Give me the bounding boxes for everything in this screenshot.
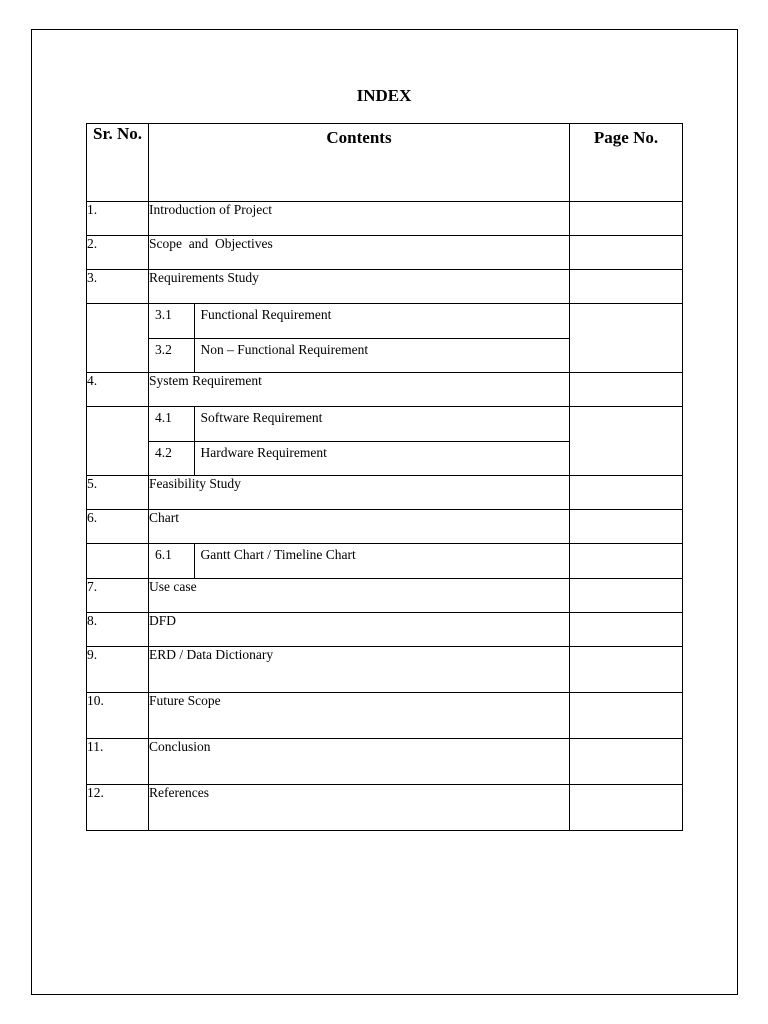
content-title: Use case: [149, 579, 570, 613]
sr-number: 3.: [87, 270, 149, 304]
sub-title: Software Requirement: [200, 410, 323, 425]
page-number-cell: [570, 304, 683, 373]
sr-number: 4.: [87, 373, 149, 407]
header-sr-line2: No.: [116, 124, 142, 143]
header-row: [87, 124, 683, 202]
sr-number: 10.: [87, 693, 149, 739]
page-number-cell: [570, 476, 683, 510]
table-row: [87, 579, 683, 613]
sub-title: Functional Requirement: [200, 307, 332, 322]
table-row-sub: [87, 544, 683, 579]
table-row-sub: [87, 304, 683, 373]
sub-number: 4.1: [149, 407, 194, 441]
sr-number: 6.: [87, 510, 149, 544]
header-contents: Contents: [149, 124, 570, 202]
table-row: [87, 373, 683, 407]
header-sr-no: [87, 124, 149, 202]
content-title: System Requirement: [149, 373, 570, 407]
page-number-cell: [570, 202, 683, 236]
sub-items: [149, 304, 570, 373]
page-number-cell: [570, 579, 683, 613]
sub-title: Hardware Requirement: [194, 441, 569, 475]
page-number-cell: [570, 544, 683, 579]
table-row: [87, 647, 683, 693]
table-row: [87, 613, 683, 647]
page-number-cell: [570, 647, 683, 693]
content-title: ERD / Data Dictionary: [149, 647, 570, 693]
sr-number-empty: [87, 407, 149, 476]
content-title: Introduction of Project: [149, 202, 570, 236]
table-row: [87, 236, 683, 270]
sub-items: [149, 544, 570, 579]
content-title: Feasibility Study: [149, 476, 570, 510]
content-title: Requirements Study: [149, 270, 570, 304]
sub-number: 4.2: [149, 441, 194, 475]
sr-number: 5.: [87, 476, 149, 510]
page-number-cell: [570, 373, 683, 407]
table-row: [87, 739, 683, 785]
sr-number: 1.: [87, 202, 149, 236]
index-table: [86, 123, 683, 831]
content-title: References: [149, 785, 570, 831]
sub-title: Gantt Chart / Timeline Chart: [200, 547, 356, 562]
table-row: [87, 693, 683, 739]
table-row-sub: [87, 407, 683, 476]
page-number-cell: [570, 510, 683, 544]
page-number-cell: [570, 785, 683, 831]
sr-number-empty: [87, 304, 149, 373]
sub-number: 3.2: [149, 338, 194, 372]
sr-number: 11.: [87, 739, 149, 785]
page-number-cell: [570, 613, 683, 647]
sr-number: 2.: [87, 236, 149, 270]
content-title: Chart: [149, 510, 570, 544]
sub-number: 6.1: [149, 544, 194, 578]
table-row: [87, 510, 683, 544]
page-number-cell: [570, 236, 683, 270]
header-sr-line1: Sr.: [93, 124, 113, 143]
sr-number-empty: [87, 544, 149, 579]
content-title: Future Scope: [149, 693, 570, 739]
sub-number: 3.1: [149, 304, 194, 338]
table-row: [87, 785, 683, 831]
table-row: [87, 270, 683, 304]
sub-items: [149, 407, 570, 476]
page-number-cell: [570, 407, 683, 476]
header-page-no: Page No.: [570, 124, 683, 202]
sub-title: Non – Functional Requirement: [194, 338, 569, 372]
page-number-cell: [570, 270, 683, 304]
content-title: Conclusion: [149, 739, 570, 785]
sr-number: 9.: [87, 647, 149, 693]
page-number-cell: [570, 693, 683, 739]
content-title: Scope and Objectives: [149, 236, 570, 270]
page-title: INDEX: [356, 86, 412, 105]
content-title: DFD: [149, 613, 570, 647]
page-number-cell: [570, 739, 683, 785]
sr-number: 12.: [87, 785, 149, 831]
table-row: [87, 202, 683, 236]
table-row: [87, 476, 683, 510]
sr-number: 7.: [87, 579, 149, 613]
sr-number: 8.: [87, 613, 149, 647]
